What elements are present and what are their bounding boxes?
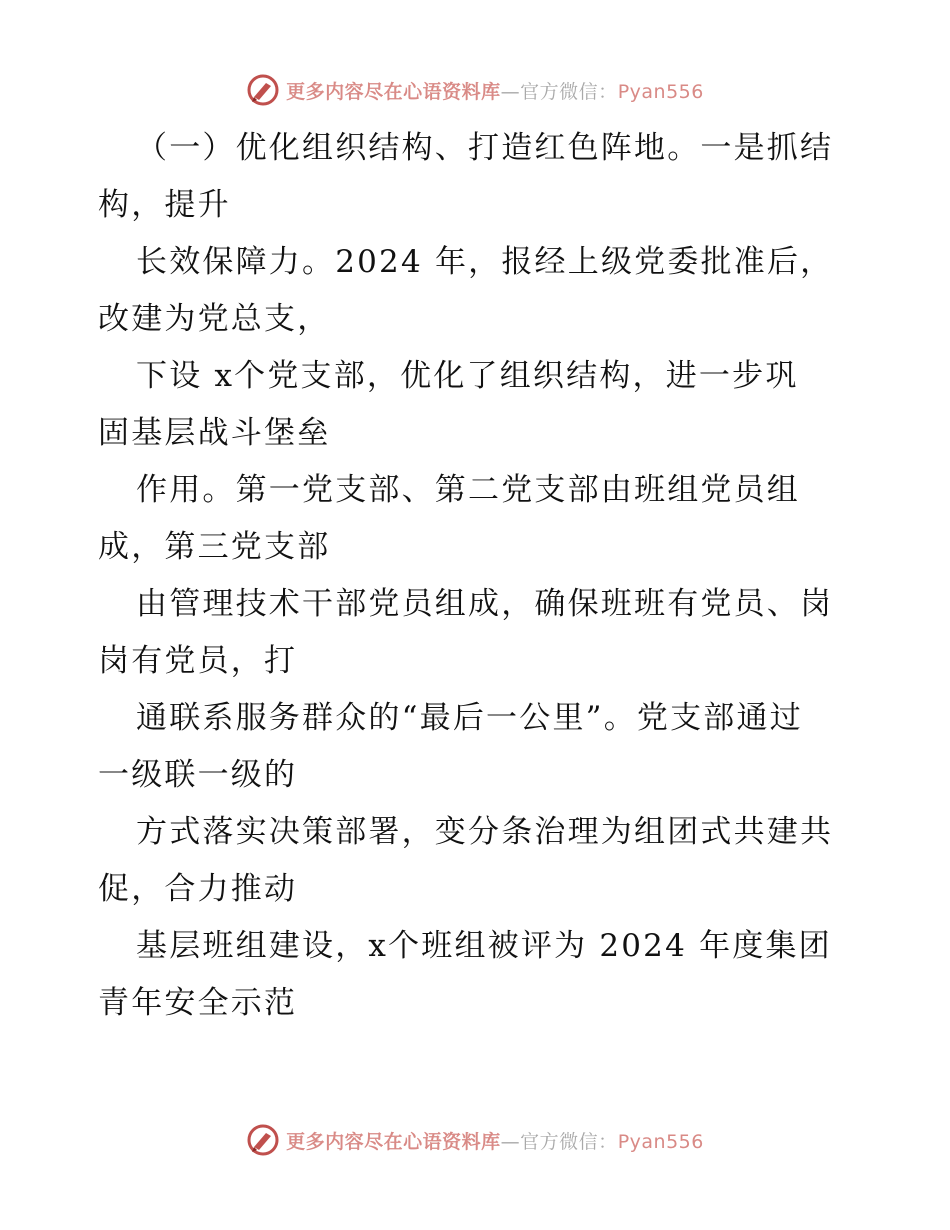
watermark-official-label: 官方微信： bbox=[520, 1130, 618, 1153]
text-line: 构，提升 bbox=[98, 187, 231, 223]
pen-logo-icon bbox=[246, 1123, 280, 1157]
watermark-wechat-id: Pyan556 bbox=[617, 1130, 704, 1153]
text-line: 通联系服务群众的“最后一公里”。党支部通过 bbox=[136, 700, 803, 736]
pen-logo-icon bbox=[246, 73, 280, 107]
text-line: 一级联一级的 bbox=[98, 757, 298, 793]
text-line: 岗有党员，打 bbox=[98, 643, 298, 679]
watermark-brand: 更多内容尽在心语资料库 bbox=[286, 80, 501, 103]
header-watermark bbox=[0, 70, 950, 110]
watermark-brand: 更多内容尽在心语资料库 bbox=[286, 1130, 501, 1153]
watermark-dash: — bbox=[500, 80, 521, 103]
text-line: 成，第三党支部 bbox=[98, 529, 331, 565]
text-line: （一）优化组织结构、打造红色阵地。一是抓结 bbox=[136, 130, 834, 166]
text-line: 由管理技术干部党员组成，确保班班有党员、岗 bbox=[136, 586, 834, 622]
text-line: 长效保障力。2024 年，报经上级党委批准后， bbox=[136, 244, 834, 280]
text-line: 方式落实决策部署，变分条治理为组团式共建共 bbox=[136, 814, 834, 850]
text-line: 下设 x个党支部，优化了组织结构，进一步巩 bbox=[136, 358, 799, 394]
text-line: 促，合力推动 bbox=[98, 871, 298, 907]
text-line: 作用。第一党支部、第二党支部由班组党员组 bbox=[136, 472, 800, 508]
watermark-dash: — bbox=[500, 1130, 521, 1153]
watermark-text bbox=[286, 77, 704, 104]
text-line: 基层班组建设，x个班组被评为 2024 年度集团 bbox=[136, 928, 832, 964]
watermark-text bbox=[286, 1127, 704, 1154]
watermark-wechat-id: Pyan556 bbox=[617, 80, 704, 103]
document-body bbox=[98, 120, 888, 1032]
footer-watermark bbox=[0, 1120, 950, 1160]
text-line: 青年安全示范 bbox=[98, 985, 298, 1021]
watermark-official-label: 官方微信： bbox=[520, 80, 618, 103]
text-line: 改建为党总支， bbox=[98, 301, 331, 337]
text-line: 固基层战斗堡垒 bbox=[98, 415, 331, 451]
